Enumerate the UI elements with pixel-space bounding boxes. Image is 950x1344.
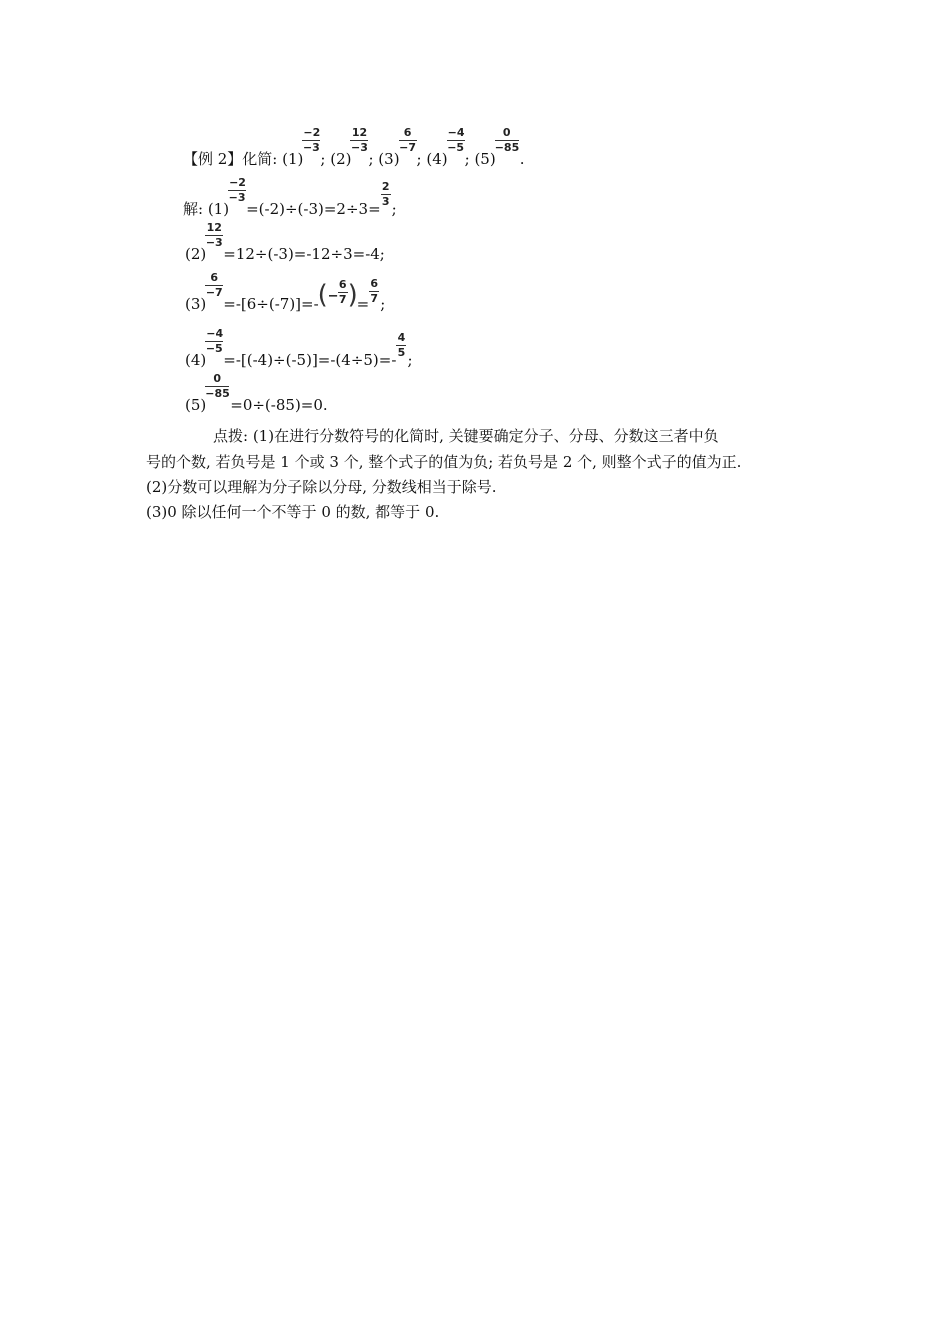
- left-paren: (: [317, 280, 328, 310]
- paren-fraction: $\frac{6}{7}$: [338, 278, 347, 306]
- fraction: $\frac{0}{-85}$: [494, 126, 520, 154]
- fraction-result: $\frac{6}{7}$: [370, 277, 379, 305]
- note-paragraph-1-line-2: 号的个数, 若负号是 1 个或 3 个, 整个式子的值为负; 若负号是 2 个, 则整个式子的值为正.: [146, 453, 742, 471]
- solution-step-1: 解: (1) $\frac{-2}{-3}$ =(-2)÷(-3)=2÷3= $\frac{2}{3}$ ;: [183, 176, 397, 218]
- solution-intro: 解:: [183, 200, 208, 218]
- item-label: (3): [378, 150, 400, 168]
- solution-step-3: (3) $\frac{6}{-7}$ =-[6÷(-7)]=- ( − $\frac{6}{7}$ ) = $\frac{6}{7}$ ;: [185, 271, 386, 313]
- note-paragraph-3: (3)0 除以任何一个不等于 0 的数, 都等于 0.: [146, 503, 440, 521]
- fraction: $\frac{6}{-7}$: [205, 271, 223, 299]
- note-paragraph-2: (2)分数可以理解为分子除以分母, 分数线相当于除号.: [146, 478, 497, 496]
- example-question: 【例 2】化简: (1) $\frac{-2}{-3}$ ; (2) $\frac{12}{-3}$ ; (3) $\frac{6}{-7}$ ; (4) $\frac{-4}{-5}$ ; (5) $\frac{0}{-85}$ .: [183, 126, 525, 168]
- fraction: $\frac{6}{-7}$: [399, 126, 416, 154]
- fraction: $\frac{12}{-3}$: [205, 221, 223, 249]
- note-paragraph-1-line-1: 点拨: (1)在进行分数符号的化简时, 关键要确定分子、分母、分数这三者中负: [213, 427, 719, 445]
- item-label: (2): [330, 150, 352, 168]
- fraction: $\frac{-2}{-3}$: [302, 126, 321, 154]
- fraction: $\frac{-4}{-5}$: [205, 327, 224, 355]
- item-label: (5): [474, 150, 496, 168]
- solution-step-5: (5) $\frac{0}{-85}$ =0÷(-85)=0.: [185, 372, 328, 414]
- solution-step-2: (2) $\frac{12}{-3}$ =12÷(-3)=-12÷3=-4;: [185, 221, 385, 263]
- fraction-result: $\frac{2}{3}$: [381, 180, 390, 208]
- example-heading: 【例 2】化简:: [183, 150, 283, 168]
- fraction: $\frac{-4}{-5}$: [447, 126, 465, 154]
- right-paren: ): [347, 280, 358, 310]
- fraction: $\frac{12}{-3}$: [351, 126, 368, 154]
- fraction-result: $\frac{4}{5}$: [397, 331, 406, 359]
- item-label: (1): [282, 150, 304, 168]
- fraction: $\frac{-2}{-3}$: [228, 176, 246, 204]
- paren-fraction-sign: −: [327, 289, 339, 304]
- solution-step-4: (4) $\frac{-4}{-5}$ =-[(-4)÷(-5)]=-(4÷5)=- $\frac{4}{5}$ ;: [185, 327, 413, 369]
- item-label: (4): [426, 150, 448, 168]
- fraction: $\frac{0}{-85}$: [205, 372, 230, 400]
